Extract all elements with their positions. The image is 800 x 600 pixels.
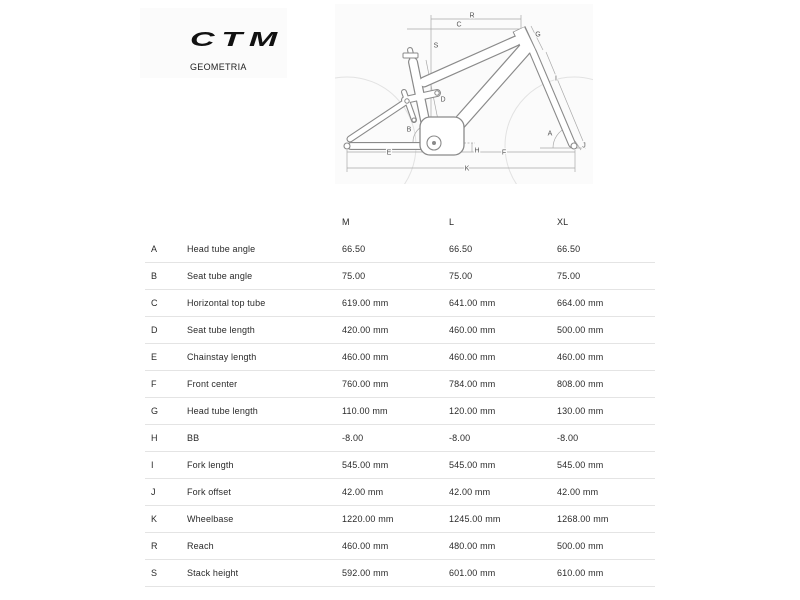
dimension-name: Seat tube length	[187, 325, 255, 335]
value-l: 601.00 mm	[449, 568, 496, 578]
value-m: 760.00 mm	[342, 379, 389, 389]
label-fork-offset: J	[582, 142, 586, 150]
dimension-name: BB	[187, 433, 200, 443]
value-xl: 500.00 mm	[557, 325, 604, 335]
value-xl: 460.00 mm	[557, 352, 604, 362]
header-spacer	[151, 209, 187, 236]
pivot	[405, 99, 409, 103]
column-header-m: M	[342, 217, 350, 227]
dimension-name: Stack height	[187, 568, 239, 578]
value-xl: -8.00	[557, 433, 579, 443]
dimension-name: Fork offset	[187, 487, 232, 497]
table-row	[145, 371, 655, 398]
label-bb-drop: H	[474, 147, 480, 155]
table-row	[145, 479, 655, 506]
value-xl: 610.00 mm	[557, 568, 604, 578]
table-row	[145, 506, 655, 533]
header-row	[145, 209, 655, 236]
label-stack: S	[433, 42, 439, 50]
dimension-name: Horizontal top tube	[187, 298, 266, 308]
motor-housing	[420, 117, 464, 155]
brand-logo: CTM	[190, 29, 285, 51]
dimension-code: A	[151, 244, 158, 254]
label-reach: R	[469, 12, 475, 20]
value-l: 784.00 mm	[449, 379, 496, 389]
geometry-diagram	[335, 4, 593, 184]
value-xl: 66.50	[557, 244, 581, 254]
label-fork-length: I	[555, 75, 557, 83]
geometry-table-header	[145, 209, 655, 236]
section-title: GEOMETRIA	[190, 62, 247, 72]
dimension-code: H	[151, 433, 158, 443]
label-wheelbase: K	[464, 165, 470, 173]
value-l: 75.00	[449, 271, 473, 281]
front-axle	[571, 143, 577, 149]
dimension-code: E	[151, 352, 158, 362]
value-l: -8.00	[449, 433, 471, 443]
dimension-name: Chainstay length	[187, 352, 257, 362]
value-l: 641.00 mm	[449, 298, 496, 308]
label-front-center: F	[501, 149, 507, 157]
header-spacer	[187, 209, 342, 236]
value-m: 420.00 mm	[342, 325, 389, 335]
pivot	[412, 118, 416, 122]
label-seat-tube-angle: B	[406, 126, 412, 134]
dimension-code: B	[151, 271, 158, 281]
dimension-name: Fork length	[187, 460, 234, 470]
value-xl: 664.00 mm	[557, 298, 604, 308]
dimension-name: Head tube length	[187, 406, 258, 416]
value-m: 545.00 mm	[342, 460, 389, 470]
dimension-code: F	[151, 379, 157, 389]
value-l: 480.00 mm	[449, 541, 496, 551]
dimension-name: Seat tube angle	[187, 271, 253, 281]
value-l: 120.00 mm	[449, 406, 496, 416]
dimension-code: I	[151, 460, 154, 470]
value-m: -8.00	[342, 433, 364, 443]
value-xl: 500.00 mm	[557, 541, 604, 551]
table-row	[145, 560, 655, 587]
value-l: 545.00 mm	[449, 460, 496, 470]
value-xl: 130.00 mm	[557, 406, 604, 416]
value-m: 1220.00 mm	[342, 514, 394, 524]
table-row	[145, 425, 655, 452]
value-l: 460.00 mm	[449, 352, 496, 362]
geometry-table	[145, 236, 655, 587]
value-l: 66.50	[449, 244, 473, 254]
label-head-tube-angle: A	[547, 130, 553, 138]
table-row	[145, 452, 655, 479]
value-l: 1245.00 mm	[449, 514, 501, 524]
value-xl: 42.00 mm	[557, 487, 599, 497]
dimension-name: Wheelbase	[187, 514, 234, 524]
label-top-tube: C	[456, 21, 462, 29]
dimension-name: Head tube angle	[187, 244, 256, 254]
dimension-code: K	[151, 514, 158, 524]
value-xl: 808.00 mm	[557, 379, 604, 389]
label-seat-tube-length: D	[440, 96, 446, 104]
table-row	[145, 344, 655, 371]
value-m: 110.00 mm	[342, 406, 388, 416]
value-m: 75.00	[342, 271, 366, 281]
dimension-code: R	[151, 541, 158, 551]
pivot	[435, 91, 439, 95]
column-header-l: L	[449, 217, 455, 227]
label-head-tube-length: G	[535, 31, 541, 39]
value-m: 592.00 mm	[342, 568, 389, 578]
table-row	[145, 317, 655, 344]
value-xl: 545.00 mm	[557, 460, 604, 470]
table-row	[145, 263, 655, 290]
column-header-xl: XL	[557, 217, 569, 227]
dimension-name: Reach	[187, 541, 214, 551]
value-m: 460.00 mm	[342, 541, 389, 551]
value-m: 460.00 mm	[342, 352, 389, 362]
table-row	[145, 533, 655, 560]
value-l: 460.00 mm	[449, 325, 496, 335]
table-row	[145, 290, 655, 317]
dimension-code: J	[151, 487, 156, 497]
table-row	[145, 236, 655, 263]
value-xl: 75.00	[557, 271, 581, 281]
rear-axle	[344, 143, 350, 149]
dimension-code: C	[151, 298, 158, 308]
dimension-code: S	[151, 568, 158, 578]
dimension-code: D	[151, 325, 158, 335]
seat-clamp	[403, 53, 418, 58]
value-m: 66.50	[342, 244, 366, 254]
label-chainstay: E	[386, 149, 392, 157]
bottom-bracket	[432, 141, 436, 145]
value-xl: 1268.00 mm	[557, 514, 609, 524]
value-m: 619.00 mm	[342, 298, 389, 308]
value-m: 42.00 mm	[342, 487, 384, 497]
table-row	[145, 398, 655, 425]
dimension-name: Front center	[187, 379, 238, 389]
dimension-code: G	[151, 406, 159, 416]
value-l: 42.00 mm	[449, 487, 491, 497]
